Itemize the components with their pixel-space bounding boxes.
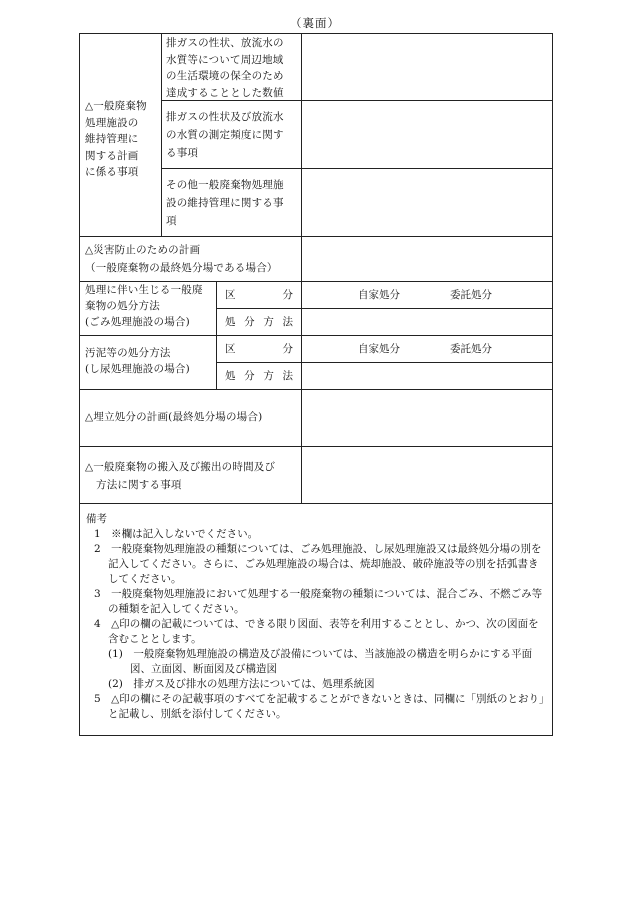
page-side-label: （裏面）	[290, 16, 340, 30]
waste-category-label: 区 分	[225, 289, 293, 301]
sludge-method-label: 処 分 方 法	[225, 370, 293, 382]
column-divider	[301, 34, 302, 503]
note-item: 3 一般廃棄物処理施設において処理する一般廃棄物の種類については、混合ごみ、不燃ごみ等の種類を記入してください。	[94, 588, 543, 615]
sludge-option-self[interactable]: 自家処分	[358, 343, 400, 355]
sludge-category-label: 区 分	[225, 343, 293, 355]
row-divider	[80, 389, 553, 390]
row-divider	[80, 446, 553, 447]
measurement-frequency-label: 排ガスの性状及び放流水 の水質の測定頻度に関す る事項	[166, 111, 284, 159]
other-maintenance-label: その他一般廃棄物処理施 設の維持管理に関する事 項	[166, 179, 284, 227]
note-sub-item: (1) 一般廃棄物処理施設の構造及び設備については、当該施設の構造を明らかにする平面図、立面図、断面図及び構造図	[108, 648, 533, 675]
notes-section	[86, 512, 548, 722]
disaster-prevention-label: △災害防止のための計画 （一般廃棄物の最終処分場である場合）	[85, 244, 278, 274]
row-divider	[216, 362, 553, 363]
note-sub-item: (2) 排ガス及び排水の処理方法については、処理系統図	[108, 678, 375, 690]
landfill-plan-label: △埋立処分の計画(最終処分場の場合)	[85, 411, 263, 423]
waste-option-self[interactable]: 自家処分	[358, 289, 400, 301]
row-divider	[216, 308, 553, 309]
row-divider	[80, 503, 553, 504]
waste-method-label: 処 分 方 法	[225, 316, 293, 328]
sludge-option-contract[interactable]: 委託処分	[450, 343, 492, 355]
note-item: 1 ※欄は記入しないでください。	[94, 528, 259, 540]
row-divider	[80, 236, 553, 237]
row-divider	[80, 335, 553, 336]
sludge-disposal-label: 汚泥等の処分方法 (し尿処理施設の場合)	[85, 347, 190, 375]
maintenance-plan-header: △一般廃棄物 処理施設の 維持管理に 関する計画 に係る事項	[85, 100, 147, 178]
note-item: 4 △印の欄の記載については、できる限り図面、表等を利用することとし、かつ、次の図面を含むこととします。	[94, 618, 539, 645]
application-form-back	[79, 33, 553, 736]
emission-target-values-label: 排ガスの性状、放流水の 水質等について周辺地域 の生活環境の保全のため 達成することとした数値	[166, 37, 284, 99]
note-item: 5 △印の欄にその記載事項のすべてを記載することができないときは、同欄に「別紙のとおり」と記載し、別紙を添付してください。	[94, 693, 545, 720]
row-divider	[161, 168, 553, 169]
note-item: 2 一般廃棄物処理施設の種類については、ごみ処理施設、し尿処理施設又は最終処分場の別を記入してください。さらに、ごみ処理施設の場合は、焼却施設、破砕施設等の別を括弧書きしてください。	[94, 543, 542, 585]
waste-option-contract[interactable]: 委託処分	[450, 289, 492, 301]
notes-title: 備考	[86, 513, 107, 525]
waste-disposal-label: 処理に伴い生じる一般廃 棄物の処分方法 (ごみ処理施設の場合)	[85, 284, 203, 328]
transport-schedule-label: △一般廃棄物の搬入及び搬出の時間及び 方法に関する事項	[85, 461, 276, 491]
column-divider	[161, 34, 162, 236]
